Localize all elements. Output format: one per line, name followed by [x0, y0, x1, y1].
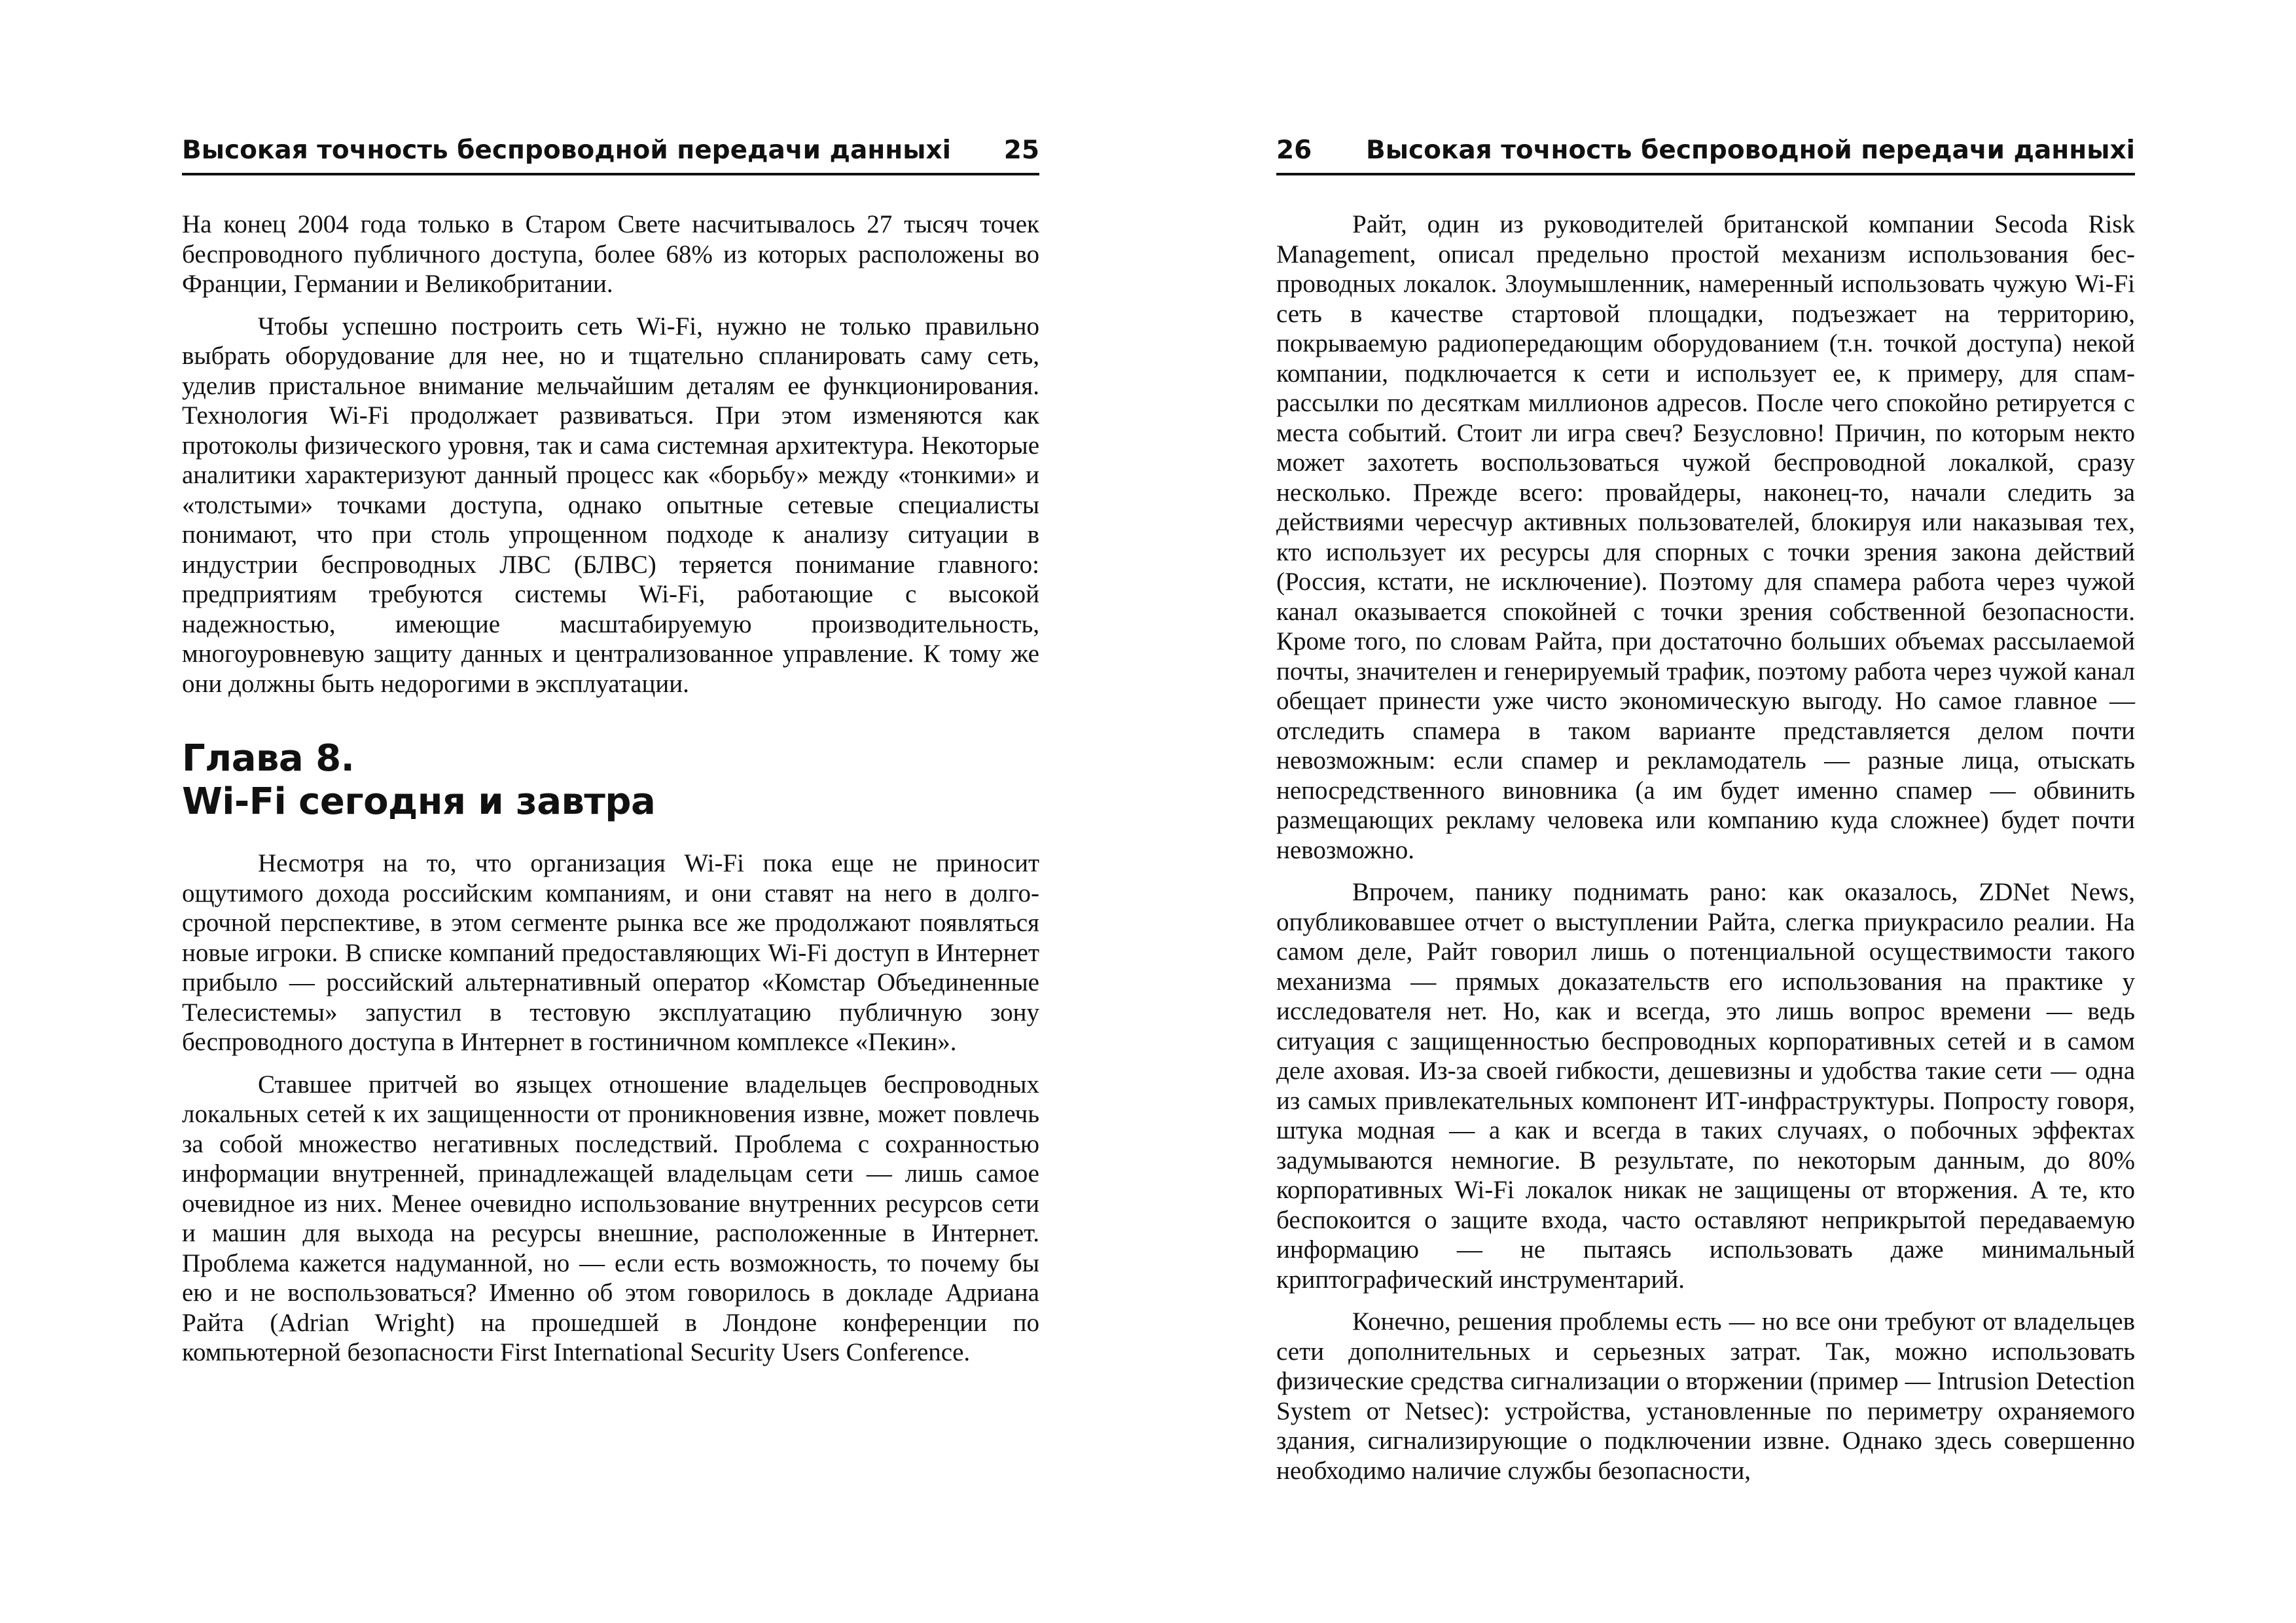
paragraph: Чтобы успешно построить сеть Wi-Fi, нужно не только правильно выбрать оборудование для нее, но и тщательно спланировать саму сеть, уделив пристальное внимание мельчайшим деталям ее функционирования. Технология Wi-Fi продолжает развиваться. При этом изменяются как протоколы физического уровня, так и сама системная архитектура. Некоторые аналитики характеризуют данный процесс как «борьбу» между «тонкими» и «толстыми» точками доступа, однако опытные сетевые специалисты понимают, что при столь упрощенном подходе к анализу ситуации в индустрии беспроводных ЛВС (БЛВС) теряется понимание главного: предприятиям требуются системы Wi-Fi, работающие с высокой надежностью, имеющие масштабируемую производительность, многоуровневую защиту данных и централизованное управление. К тому же они должны быть недорогими в эксплуатации. — [182, 312, 1039, 698]
body-text — [1276, 210, 2135, 1486]
running-title: Высокая точность беспроводной передачи данныхi — [1365, 136, 2135, 165]
chapter-number: Глава 8. — [182, 737, 355, 780]
intro-text — [182, 210, 1039, 699]
running-head-left — [182, 128, 1039, 175]
chapter-text — [182, 848, 1039, 1368]
left-page — [182, 0, 1039, 1623]
paragraph: На конец 2004 года только в Старом Свете насчитывалось 27 тысяч точек беспроводного публичного доступа, более 68% из которых расположены во Франции, Германии и Великобритании. — [182, 210, 1039, 298]
running-head-right — [1276, 128, 2135, 175]
chapter-heading — [182, 737, 1039, 824]
page-number: 26 — [1276, 136, 1312, 165]
paragraph: Ставшее притчей во языцех отношение владельцев беспроводных локальных сетей к их защищенности от проникновения извне, может повлечь за собой множество негативных последствий. Проблема с сохранностью информации внутренней, принадлежащей владельцам сети — лишь самое очевидное из них. Менее очевидно использование внутренних ресурсов сети и машин для выхода на ресурсы внешние, расположенные в Интернет. Проблема кажется надуманной, но — если есть возможность, то почему бы ею и не воспользоваться? Именно об этом говорилось в докладе Адриана Райта (Adrian Wright) на прошедшей в Лондоне конференции по компьютерной безопасности First International Security Users Conference. — [182, 1070, 1039, 1366]
chapter-title: Wi-Fi сегодня и завтра — [182, 780, 656, 823]
right-page — [1276, 0, 2135, 1623]
page-number: 25 — [1003, 136, 1039, 165]
paragraph: Впрочем, панику поднимать рано: как оказалось, ZDNet News, опубликовавшее отчет о выступлении Райта, слегка приукрасило реалии. На самом деле, Райт говорил лишь о потенциальной осуществимости такого механизма — прямых доказательств его использования на практике у исследователя нет. Но, как и всегда, это лишь вопрос времени — ведь ситуация с защищенностью беспроводных корпоративных сетей и в самом деле аховая. Из-за своей гибкости, дешевизны и удобства такие сети — одна из самых привлекательных компонент ИТ-инфраструктуры. Попросту говоря, штука модная — а как и всегда в таких случаях, о побочных эффектах задумываются немногие. В результате, по некоторым данным, до 80% корпоративных Wi-Fi локалок никак не защищены от вторжения. А те, кто беспокоится о защите входа, часто оставляют неприкрытой передаваемую информацию — не пытаясь использовать даже минимальный криптографический инструментарий. — [1276, 878, 2135, 1294]
paragraph: Несмотря на то, что организация Wi-Fi пока еще не приносит ощутимого дохода российским компаниям, и они ставят на него в долгосрочной перспективе, в этом сегменте рынка все же продолжают появляться новые игроки. В списке компаний предоставляющих Wi-Fi доступ в Интернет прибыло — российский альтернативный оператор «Комстар Объединенные Телесистемы» запустил в тестовую эксплуатацию публичную зону беспроводного доступа в Интернет в гостиничном комплексе «Пекин». — [182, 849, 1039, 1056]
paragraph: Райт, один из руководителей британской компании Secoda Risk Management, описал предельно простой механизм использования беспроводных локалок. Злоумышленник, намеренный использовать чужую Wi-Fi сеть в качестве стартовой площадки, подъезжает на территорию, покрываемую радиопередающим оборудованием (т.н. точкой доступа) некой компании, подключается к сети и использует ее, к примеру, для спам-рассылки по десяткам миллионов адресов. После чего спокойно ретируется с места событий. Стоит ли игра свеч? Безусловно! Причин, по которым некто может захотеть воспользоваться чужой беспроводной локалкой, сразу несколько. Прежде всего: провайдеры, наконец-то, начали следить за действиями чересчур активных пользователей, блокируя или наказывая тех, кто использует их ресурсы для спорных с точки зрения закона действий (Россия, кстати, не исключение). Поэтому для спамера работа через чужой канал оказывается спокойней с точки зрения собственной безопасности. Кроме того, по словам Райта, при достаточно больших объемах рассылаемой почты, значителен и генерируемый трафик, поэтому работа через чужой канал обещает принести уже чисто экономическую выгоду. Но самое главное — отследить спамера в таком варианте представляется делом почти невозможным: если спамер и рекламодатель — разные лица, отыскать непосредственного виновника (а им будет именно спамер — обвинить размещающих рекламу человека или компанию куда сложнее) будет почти невозможно. — [1276, 210, 2135, 864]
paragraph: Конечно, решения проблемы есть — но все они требуют от владельцев сети дополнительных и серьезных затрат. Так, можно использовать физические средства сигнализации о вторжении (пример — Intrusion Detection System от Netsec): устройства, установленные по периметру охраняемого здания, сигнализирующие о подключении извне. Однако здесь совершенно необходимо наличие службы безопасности, — [1276, 1307, 2135, 1485]
running-title: Высокая точность беспроводной передачи данныхi — [182, 136, 952, 165]
